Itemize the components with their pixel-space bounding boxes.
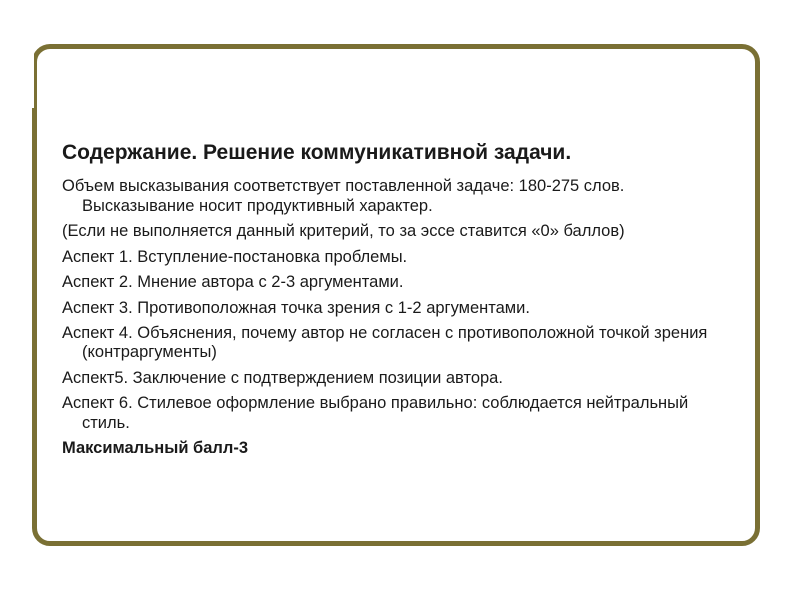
slide-heading: Содержание. Решение коммуникативной задачи. (62, 141, 572, 164)
slide-content (62, 140, 732, 459)
aspect-item: Аспект 1. Вступление-постановка проблемы. (62, 247, 408, 266)
max-score-label: Максимальный балл-3 (62, 439, 249, 458)
criteria-item: (Если не выполняется данный критерий, то за эссе ставится «0» баллов) (62, 222, 625, 241)
aspect-item: Аспект5. Заключение с подтверждением позиции автора. (62, 368, 503, 387)
frame-accent (29, 52, 34, 108)
aspect-item: Аспект 6. Стилевое оформление выбрано правильно: соблюдается нейтральный стиль. (62, 394, 689, 432)
aspect-item: Аспект 3. Противоположная точка зрения с 1-2 аргументами. (62, 298, 530, 317)
aspect-item: Аспект 2. Мнение автора с 2-3 аргументами. (62, 273, 404, 292)
criteria-item: Объем высказывания соответствует поставленной задаче: 180-275 слов. Высказывание носит продуктивный характер. (62, 177, 625, 215)
aspect-item: Аспект 4. Объяснения, почему автор не согласен с противоположной точкой зрения (контраргументы) (62, 324, 708, 362)
